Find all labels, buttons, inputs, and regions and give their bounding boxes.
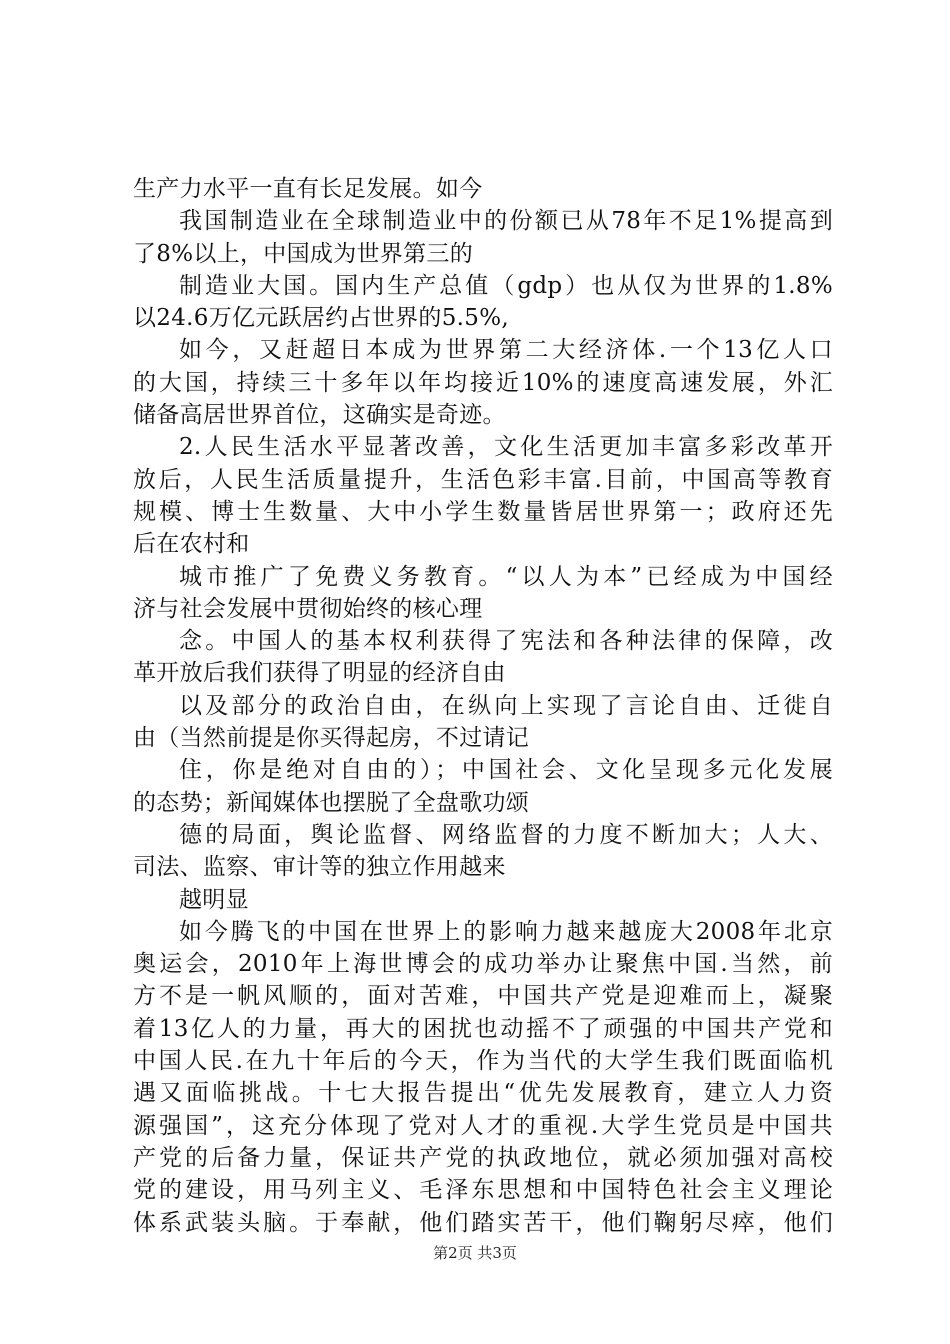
text-line: 2.人民生活水平显著改善，文化生活更加丰富多彩改革开 — [179, 434, 833, 461]
text-line: 越明显 — [179, 886, 249, 913]
text-line: 产党的后备力量，保证共产党的执政地位，就必须加强对高校 — [133, 1144, 833, 1171]
text-line: 念。中国人的基本权利获得了宪法和各种法律的保障，改 — [179, 628, 833, 655]
text-line: 着13亿人的力量，再大的困扰也动摇不了顽强的中国共产党和 — [133, 1015, 833, 1042]
text-line: 体系武装头脑。于奉献，他们踏实苦干，他们鞠躬尽瘁，他们 — [133, 1209, 833, 1236]
text-line: 党的建设，用马列主义、毛泽东思想和中国特色社会主义理论 — [133, 1177, 833, 1204]
text-line: 我国制造业在全球制造业中的份额已从78年不足1%提高到 — [179, 208, 833, 235]
text-line: 生产力水平一直有长足发展。如今 — [133, 176, 483, 202]
text-line: 制造业大国。国内生产总值（gdp）也从仅为世界的1.8% — [179, 272, 833, 299]
text-line: 的大国，持续三十多年以年均接近10%的速度高速发展，外汇 — [133, 369, 833, 396]
text-line: 规模、博士生数量、大中小学生数量皆居世界第一；政府还先 — [133, 498, 833, 525]
text-line: 革开放后我们获得了明显的经济自由 — [133, 660, 506, 687]
text-line: 如今，又赶超日本成为世界第二大经济体.一个13亿人口 — [179, 337, 833, 364]
text-line: 司法、监察、审计等的独立作用越来 — [133, 854, 506, 881]
text-line: 住，你是绝对自由的）；中国社会、文化呈现多元化发展 — [179, 757, 833, 784]
text-line: 后在农村和 — [133, 531, 250, 558]
text-line: 如今腾飞的中国在世界上的影响力越来越庞大2008年北京 — [179, 918, 833, 945]
text-line: 的态势；新闻媒体也摆脱了全盘歌功颂 — [133, 789, 530, 816]
text-line: 由（当然前提是你买得起房，不过请记 — [133, 725, 530, 752]
text-line: 以及部分的政治自由，在纵向上实现了言论自由、迁徙自 — [179, 692, 833, 719]
text-line: 遇又面临挑战。十七大报告提出“优先发展教育，建立人力资 — [133, 1080, 833, 1107]
text-line: 放后，人民生活质量提升，生活色彩丰富.目前，中国高等教育 — [133, 466, 833, 493]
text-line: 奥运会，2010年上海世博会的成功举办让聚焦中国.当然，前 — [133, 951, 833, 978]
page-number: 第2页 共3页 — [433, 1244, 517, 1262]
text-line: 源强国”，这充分体现了党对人才的重视.大学生党员是中国共 — [133, 1112, 833, 1139]
text-line: 储备高居世界首位，这确实是奇迹。 — [133, 402, 506, 429]
text-line: 济与社会发展中贯彻始终的核心理 — [133, 595, 483, 622]
text-line: 德的局面，舆论监督、网络监督的力度不断加大；人大、 — [179, 821, 833, 848]
text-line: 中国人民.在九十年后的今天，作为当代的大学生我们既面临机 — [133, 1048, 833, 1075]
text-line: 了8%以上，中国成为世界第三的 — [133, 240, 473, 267]
text-line: 以24.6万亿元跃居约占世界的5.5%, — [133, 305, 509, 332]
text-line: 方不是一帆风顺的，面对苦难，中国共产党是迎难而上，凝聚 — [133, 983, 833, 1010]
body-text — [133, 173, 833, 1239]
text-line: 城市推广了免费义务教育。“以人为本”已经成为中国经 — [179, 563, 833, 590]
